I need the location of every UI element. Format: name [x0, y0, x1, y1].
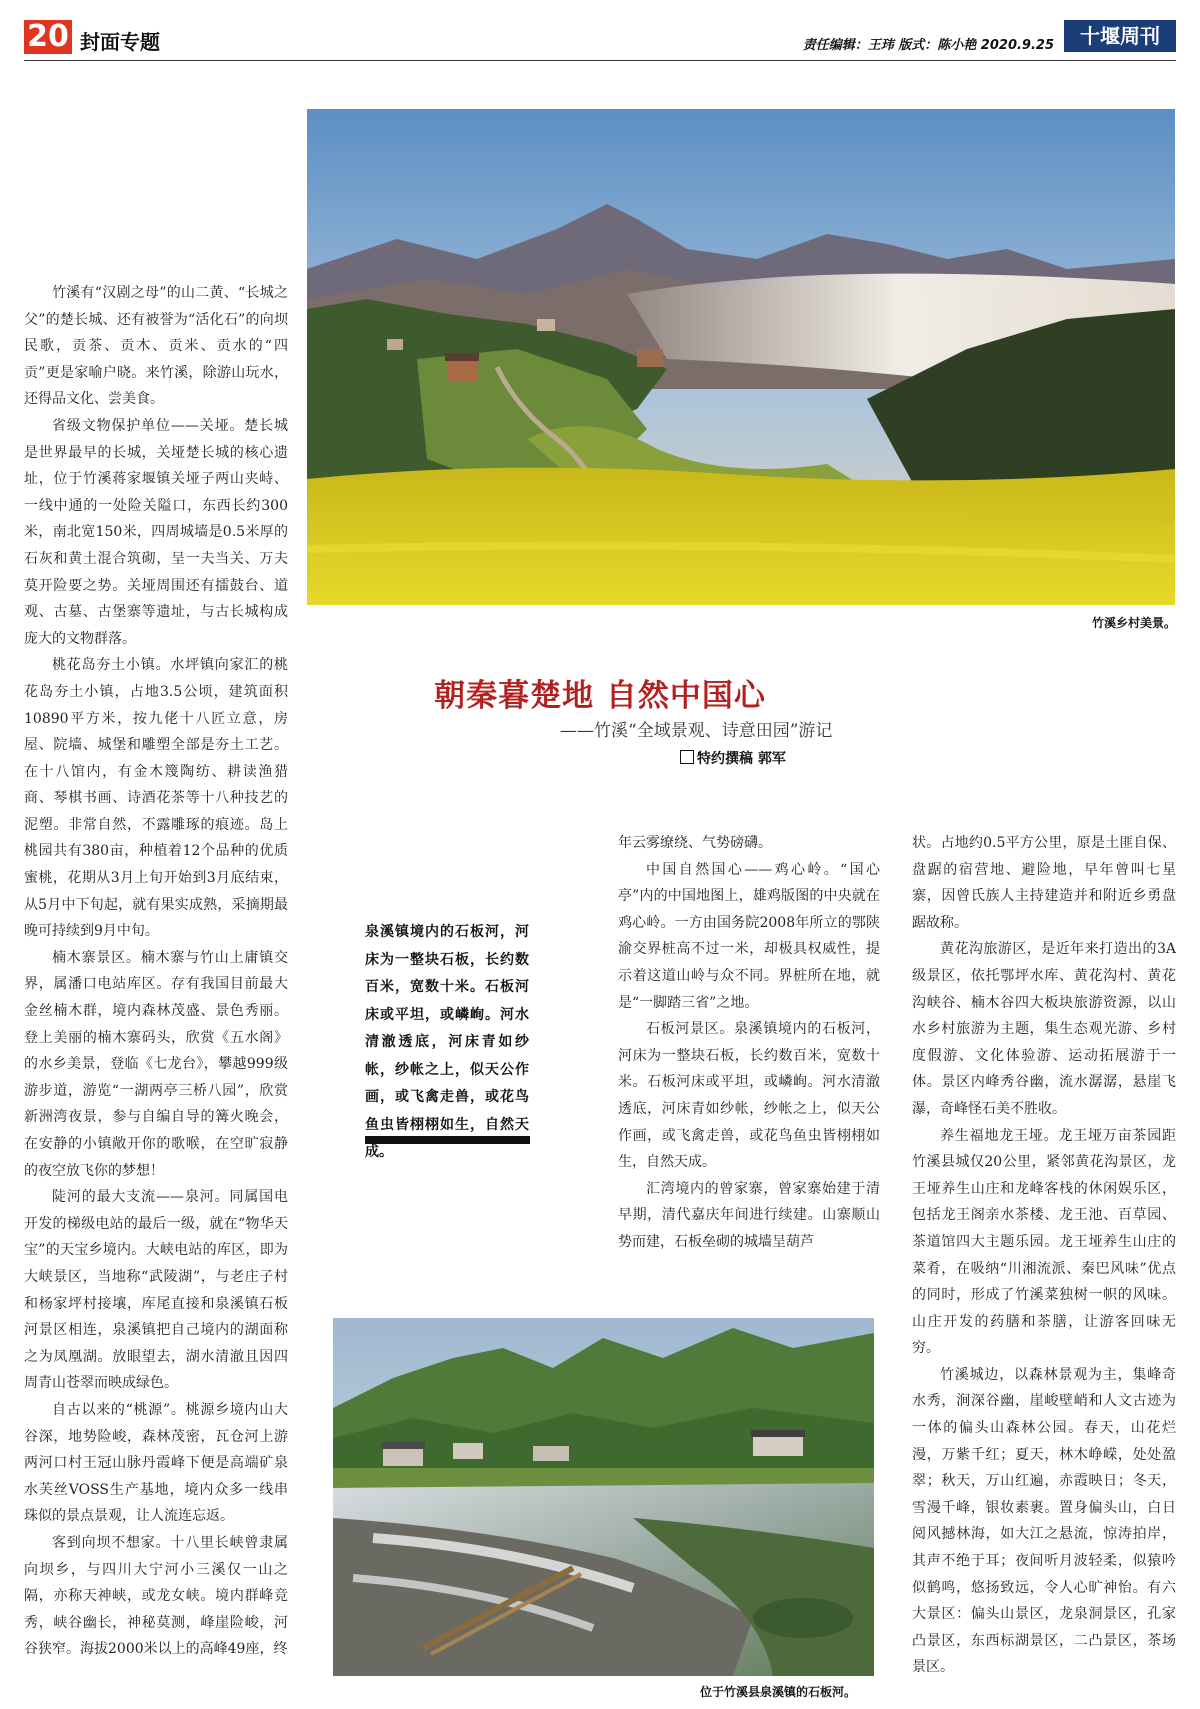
article-title: 朝秦暮楚地 自然中国心: [434, 678, 766, 714]
article-subtitle: ——竹溪“全域景观、诗意田园”游记: [560, 721, 833, 741]
paragraph: 客到向坝不想家。十八里长峡曾隶属向坝乡，与四川大宁河小三溪仅一山之隔，亦称天神峡，或龙女峡。境内群峰竞秀，峡谷幽长，神秘莫测，峰崖险峻，河谷狭窄。海拔2000米以上的高峰49座，终: [24, 1534, 288, 1658]
paragraph: 桃花岛夯土小镇。水坪镇向家汇的桃花岛夯土小镇，占地3.5公顷，建筑面积10890平方米，按九佬十八匠立意，房屋、院墙、城堡和雕塑全部是夯土工艺。在十八馆内，有金木篾陶纺、耕读渔猎商、琴棋书画、诗酒花茶等十八种技艺的泥塑。非常自然，不露雕琢的痕迹。岛上桃园共有380亩，种植着12个品种的优质蜜桃，花期从3月上旬开始到3月底结束，从5月中下旬起，就有果实成熟，采摘期最晚可持续到9月中旬。: [24, 657, 288, 940]
byline-text: 特约撰稿 郭军: [697, 751, 786, 767]
section-title: 封面专题: [80, 30, 160, 54]
paragraph: 年云雾缭绕、气势磅礴。: [618, 835, 772, 851]
paragraph: 状。占地约0.5平方公里，原是土匪自保、盘踞的宿营地、避险地，早年曾叫七星寨，因曾氏族人主持建造并和附近乡勇盘踞故称。: [912, 835, 1176, 931]
paragraph: 楠木寨景区。楠木寨与竹山上庸镇交界，属潘口电站库区。存有我国目前最大金丝楠木群，境内森林茂盛、景色秀丽。登上美丽的楠木寨码头，欣赏《五水阁》的水乡美景，登临《七龙台》，攀越999级游步道，游览“一湖两亭三桥八园”，欣赏新洲湾夜景，参与自编自导的篝火晚会，在安静的小镇敞开你的歌喉，在空旷寂静的夜空放飞你的梦想！: [24, 949, 288, 1179]
text-column-right: [912, 830, 1176, 1709]
paragraph: 黄花沟旅游区，是近年来打造出的3A级景区，依托鄂坪水库、黄花沟村、黄花沟峡谷、楠木谷四大板块旅游资源，以山水乡村旅游为主题，集生态观光游、乡村度假游、文化体验游、运动拓展游于一体。景区内峰秀谷幽，流水潺潺，悬崖飞瀑，奇峰怪石美不胜收。: [912, 941, 1176, 1117]
bottom-photo-caption: 位于竹溪县泉溪镇的石板河。: [700, 1685, 857, 1699]
paragraph: 养生福地龙王垭。龙王垭万亩茶园距竹溪县城仅20公里，紧邻黄花沟景区，龙王垭养生山庄和龙峰客栈的休闲娱乐区，包括龙王阁亲水茶楼、龙王池、百草园、茶道馆四大主题乐园。龙王垭养生山庄的菜肴，在吸纳“川湘流派、秦巴风味”优点的同时，形成了竹溪菜独树一帜的风味。山庄开发的药膳和茶膳，让游客回味无穷。: [912, 1127, 1176, 1357]
paragraph: 竹溪有“汉剧之母”的山二黄、“长城之父”的楚长城、还有被誉为“活化石”的向坝民歌，贡茶、贡木、贡米、贡水的“四贡”更是家喻户晓。来竹溪，除游山玩水，还得品文化、尝美食。: [24, 285, 288, 408]
paragraph: 自古以来的“桃源”。桃源乡境内山大谷深，地势险峻，森林茂密，瓦仓河上游两河口村王冠山脉丹霞峰下便是高端矿泉水芙丝VOSS生产基地，境内众多一线串珠似的景点景观，让人流连忘返。: [24, 1401, 288, 1525]
masthead-logo: 十堰周刊: [1064, 20, 1176, 52]
paragraph: 汇湾境内的曾家寨，曾家寨始建于清早期，清代嘉庆年间进行续建。山寨顺山势而建，石板垒砌的城墙呈葫芦: [618, 1180, 880, 1250]
paragraph: 竹溪城边，以森林景观为主，集峰奇水秀，涧深谷幽，崖峻壁峭和人文古迹为一体的偏头山森林公园。春天，山花烂漫，万紫千红；夏天，林木峥嵘，处处盈翠；秋天，万山红遍，赤霞映日；冬天，雪漫千峰，银妆素裹。置身偏头山，白日阅风撼林海，如大江之悬流，惊涛拍岸，其声不绝于耳；夜间听月波轻柔，似猿吟似鹤鸣，悠扬致远，令人心旷神怡。有六大景区：偏头山景区，龙泉洞景区，孔家凸景区，东西标湖景区，二凸景区，茶场景区。: [912, 1366, 1176, 1676]
paragraph: 陡河的最大支流——泉河。同属国电开发的梯级电站的最后一级，就在“物华天宝”的天宝乡境内。大峡电站的库区，即为大峡景区，当地称“武陵湖”，与老庄子村和杨家坪村接壤，库尾直接和泉溪镇石板河景区相连，泉溪镇把自己境内的湖面称之为凤凰湖。放眼望去，湖水清澈且因四周青山苍翠而映成绿色。: [24, 1189, 288, 1392]
stone-river-photo: [333, 1318, 874, 1676]
article-byline: [680, 748, 786, 768]
pull-quote: 泉溪镇境内的石板河，河床为一整块石板，长约数百米，宽数十米。石板河床或平坦，或嶙峋。河水清澈透底，河床青如纱帐，纱帐之上，似天公作画，或飞禽走兽，或花鸟鱼虫皆栩栩如生，自然天成。: [365, 924, 529, 1160]
paragraph: 省级文物保护单位——关垭。楚长城是世界最早的长城，关垭楚长城的核心遗址，位于竹溪蒋家堰镇关垭子两山夹峙、一线中通的一处险关隘口，东西长约300米，南北宽150米，四周城墙是0.5米厚的石灰和黄土混合筑砌，呈一夫当关、万夫莫开险要之势。关垭周围还有擂鼓台、道观、古墓、古堡寨等遗址，与古长城构成庞大的文物群落。: [24, 417, 288, 647]
page-header: [24, 18, 1176, 61]
pull-quote-rule: [365, 1136, 530, 1144]
editor-credits: 责任编辑：王玮 版式：陈小艳 2020.9.25: [802, 38, 1054, 53]
page-number: 20: [24, 20, 72, 54]
text-column-middle: [618, 830, 880, 1260]
top-photo-caption: 竹溪乡村美景。: [1091, 616, 1176, 630]
text-column-left: [24, 280, 288, 1709]
paragraph: 石板河景区。泉溪镇境内的石板河，河床为一整块石板，长约数百米，宽数十米。石板河床或平坦，或嶙峋。河水清澈透底，河床青如纱帐，纱帐之上，似天公作画，或飞禽走兽，或花鸟鱼虫皆栩栩如生，自然天成。: [618, 1021, 880, 1171]
paragraph: 中国自然国心——鸡心岭。“国心亭”内的中国地图上，雄鸡版图的中央就在鸡心岭。一方由国务院2008年所立的鄂陕渝交界桩高不过一米，却极具权威性，提示着这道山岭与众不同。界桩所在地，就是“一脚踏三省”之地。: [618, 861, 880, 1011]
box-glyph-icon: [680, 750, 694, 764]
rural-landscape-photo: [307, 109, 1175, 605]
